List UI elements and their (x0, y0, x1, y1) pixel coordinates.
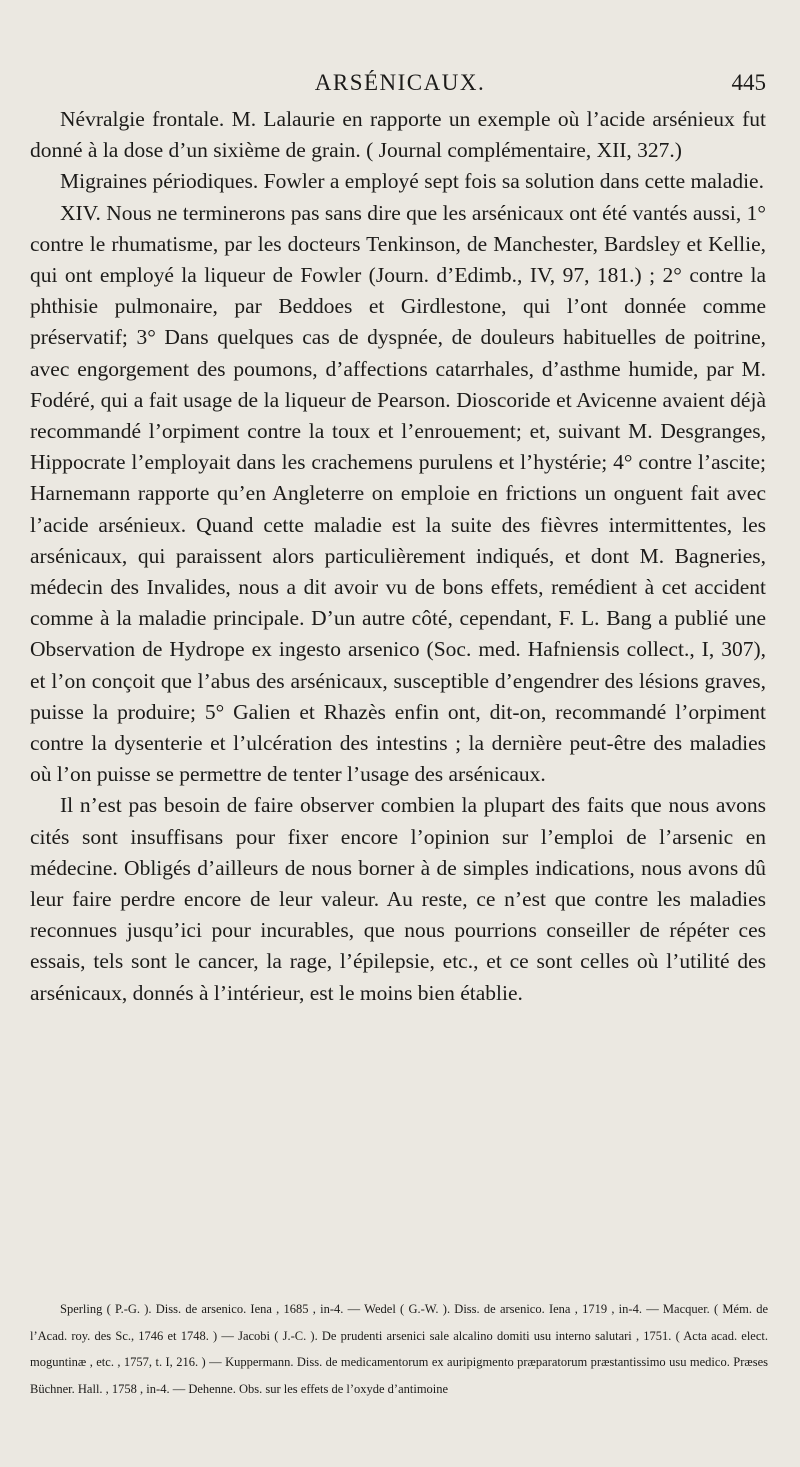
running-header (0, 68, 800, 102)
body-text (30, 104, 766, 1009)
paragraph-section-xiv: XIV. Nous ne terminerons pas sans dire que les arsénicaux ont été vantés aussi, 1° contre le rhumatisme, par les docteurs Tenkinson, de Manchester, Bardsley et Kellie, qui ont employé la liqueur de Fowler (Journ. d’Edimb., IV, 97, 181.) ; 2° contre la phthisie pulmonaire, par Beddoes et Girdlestone, qui l’ont donnée comme préservatif; 3° Dans quelques cas de dyspnée, de douleurs habituelles de poitrine, avec engorgement des poumons, d’affections catarrhales, d’asthme humide, par M. Fodéré, qui a fait usage de la liqueur de Pearson. Dioscoride et Avicenne avaient déjà recommandé l’orpiment contre la toux et l’enrouement; et, suivant M. Desgranges, Hippocrate l’employait dans les crachemens purulens et l’hystérie; 4° contre l’ascite; Harnemann rapporte qu’en Angleterre on emploie en frictions un onguent fait avec l’acide arsénieux. Quand cette maladie est la suite des fièvres intermittentes, les arsénicaux, qui paraissent alors particulièrement indiqués, et dont M. Bagneries, médecin des Invalides, nous a dit avoir vu de bons effets, remédient à cet accident comme à la maladie principale. D’un autre côté, cependant, F. L. Bang a publié une Observation de Hydrope ex ingesto arsenico (Soc. med. Hafniensis collect., I, 307), et l’on conçoit que l’abus des arsénicaux, susceptible d’engendrer des lésions graves, puisse la produire; 5° Galien et Rhazès enfin ont, dit-on, recommandé l’orpiment contre la dysenterie et l’ulcération des intestins ; la dernière peut-être des maladies où l’on puisse se permettre de tenter l’usage des arsénicaux. (30, 200, 766, 787)
paragraph-migraines: Migraines périodiques. Fowler a employé sept fois sa solution dans cette maladie. (60, 169, 764, 194)
paragraph-nevralgie: Névralgie frontale. M. Lalaurie en rapporte un exemple où l’acide arsénieux fut donné à la dose d’un sixième de grain. ( Journal complémentaire, XII, 327.) (30, 107, 766, 163)
bibliography (30, 1296, 768, 1402)
page-number: 445 (731, 70, 766, 95)
paragraph-conclusion: Il n’est pas besoin de faire observer combien la plupart des faits que nous avons cités sont insuffisans pour fixer encore l’opinion sur l’emploi de l’arsenic en médecine. Obligés d’ailleurs de nous borner à de simples indications, nous avons dû leur faire perdre encore de leur valeur. Au reste, ce n’est que contre les maladies reconnues jusqu’ici pour incurables, que nous pourrions conseiller de répéter ces essais, tels sont le cancer, la rage, l’épilepsie, etc., et ce sont celles où l’utilité des arsénicaux, donnés à l’intérieur, est le moins bien établie. (30, 793, 766, 1005)
bibliography-text: Sperling ( P.-G. ). Diss. de arsenico. Iena , 1685 , in-4. — Wedel ( G.-W. ). Diss. de arsenico. Iena , 1719 , in-4. — Macquer. ( Mém. de l’Acad. roy. des Sc., 1746 et 1748. ) — Jacobi ( J.-C. ). De prudenti arsenici sale alcalino domiti usu interno salutari , 1751. ( Acta acad. elect. moguntinæ , etc. , 1757, t. I, 216. ) — Kuppermann. Diss. de medicamentorum ex auripigmento præparatorum præstantissimo usu medico. Præses Büchner. Hall. , 1758 , in-4. — Dehenne. Obs. sur les effets de l’oxyde d’antimoine (30, 1302, 768, 1396)
page-title: ARSÉNICAUX. (314, 70, 486, 95)
